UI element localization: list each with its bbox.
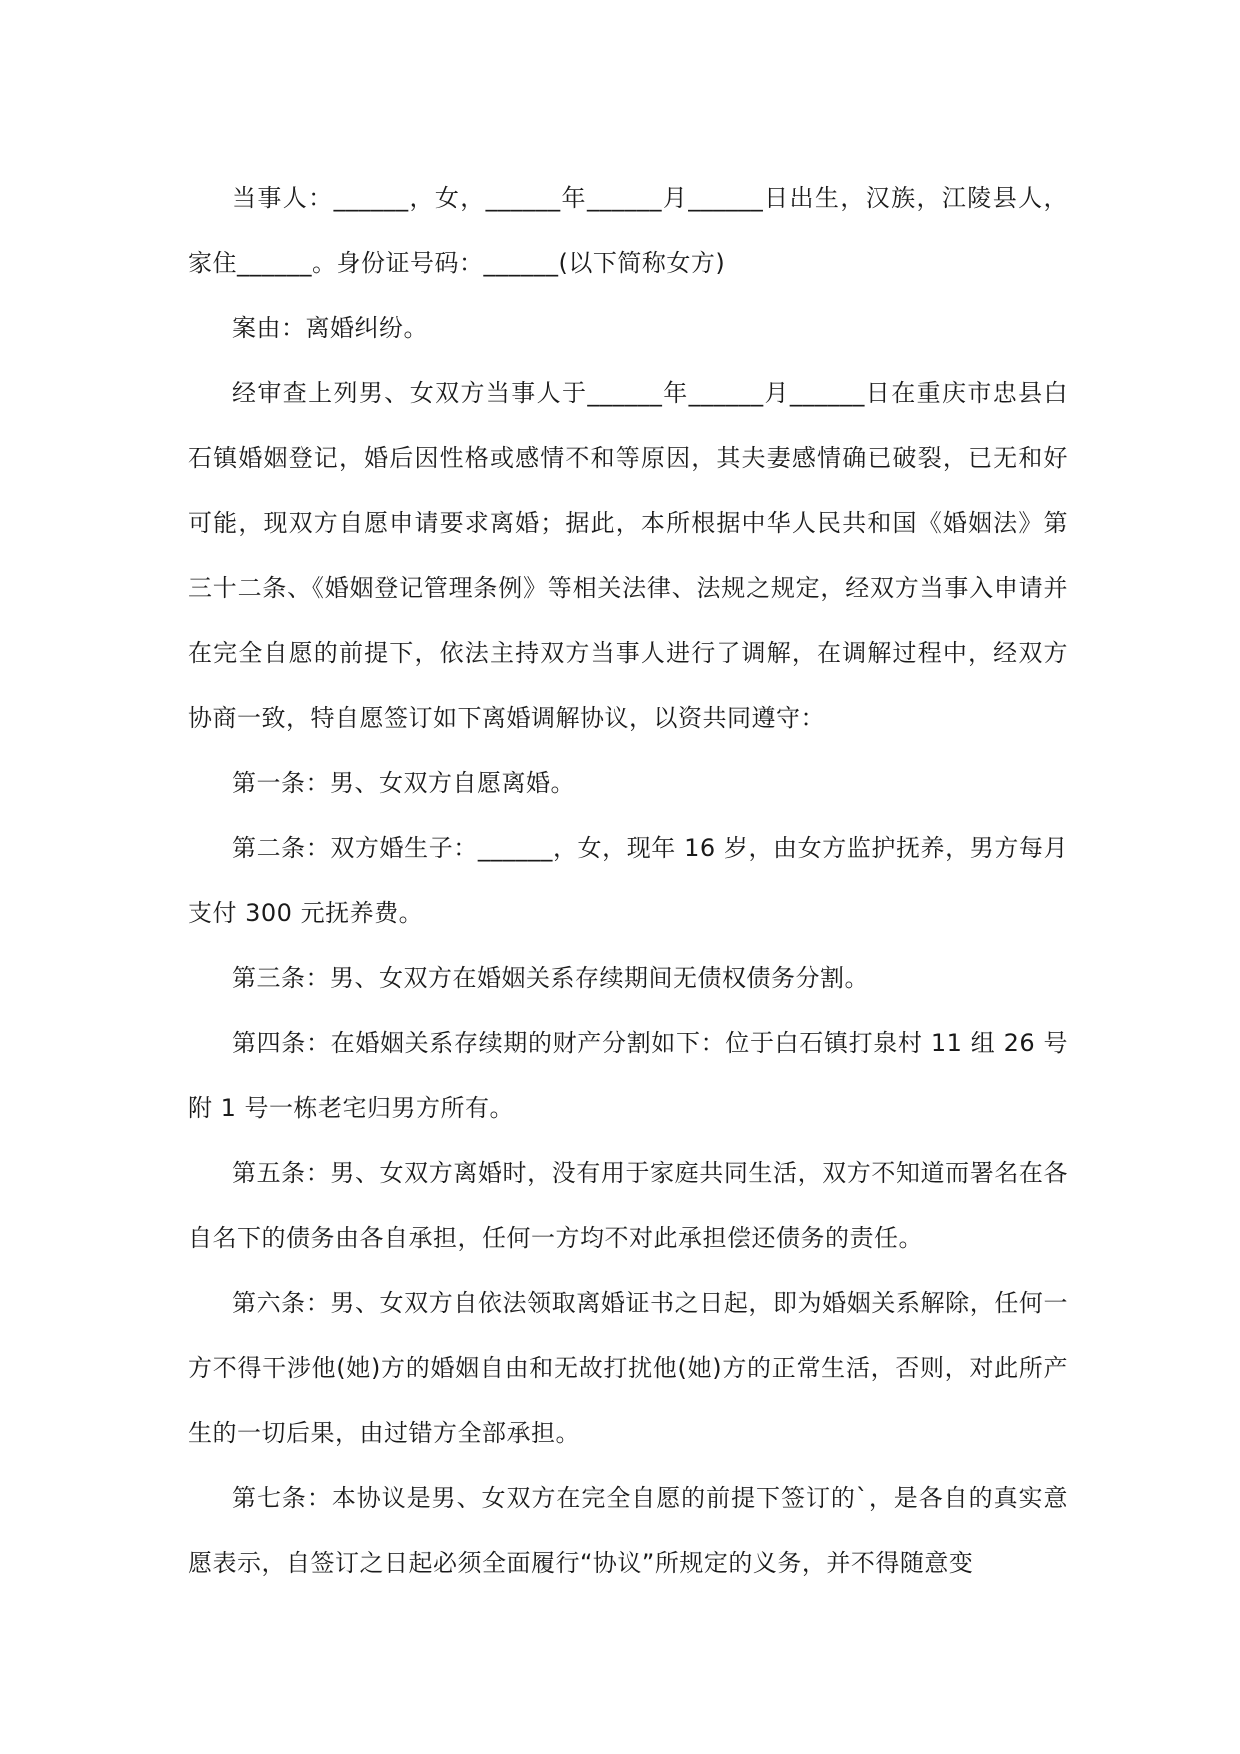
paragraph-article-6: 第六条：男、女双方自依法领取离婚证书之日起，即为婚姻关系解除，任何一方不得干涉他(她)方的婚姻自由和无故打扰他(她)方的正常生活，否则，对此所产生的一切后果，由过错方全部承担。 (188, 1289, 1068, 1447)
document-body (188, 166, 1068, 1596)
paragraph-article-5: 第五条：男、女双方离婚时，没有用于家庭共同生活，双方不知道而署名在各自名下的债务由各自承担，任何一方均不对此承担偿还债务的责任。 (188, 1159, 1068, 1252)
paragraph-parties: 当事人：______，女，______年______月______日出生，汉族，江陵县人，家住______。身份证号码：______(以下简称女方) (188, 184, 1068, 277)
paragraph-review: 经审查上列男、女双方当事人于______年______月______日在重庆市忠县白石镇婚姻登记，婚后因性格或感情不和等原因，其夫妻感情确已破裂，已无和好可能，现双方自愿申请要求离婚；据此，本所根据中华人民共和国《婚姻法》第三十二条、《婚姻登记管理条例》等相关法律、法规之规定，经双方当事入申请并在完全自愿的前提下，依法主持双方当事人进行了调解，在调解过程中，经双方协商一致，特自愿签订如下离婚调解协议，以资共同遵守： (188, 379, 1068, 732)
paragraph-article-7: 第七条：本协议是男、女双方在完全自愿的前提下签订的`，是各自的真实意愿表示，自签订之日起必须全面履行“协议”所规定的义务，并不得随意变 (188, 1484, 1068, 1577)
paragraph-article-3: 第三条：男、女双方在婚姻关系存续期间无债权债务分割。 (232, 964, 869, 992)
paragraph-article-1: 第一条：男、女双方自愿离婚。 (232, 769, 575, 797)
paragraph-article-4: 第四条：在婚姻关系存续期的财产分割如下：位于白石镇打泉村 11 组 26 号附 1 号一栋老宅归男方所有。 (188, 1029, 1068, 1122)
paragraph-case-cause: 案由：离婚纠纷。 (232, 314, 428, 342)
paragraph-article-2: 第二条：双方婚生子：______，女，现年 16 岁，由女方监护抚养，男方每月支付 300 元抚养费。 (188, 834, 1068, 927)
